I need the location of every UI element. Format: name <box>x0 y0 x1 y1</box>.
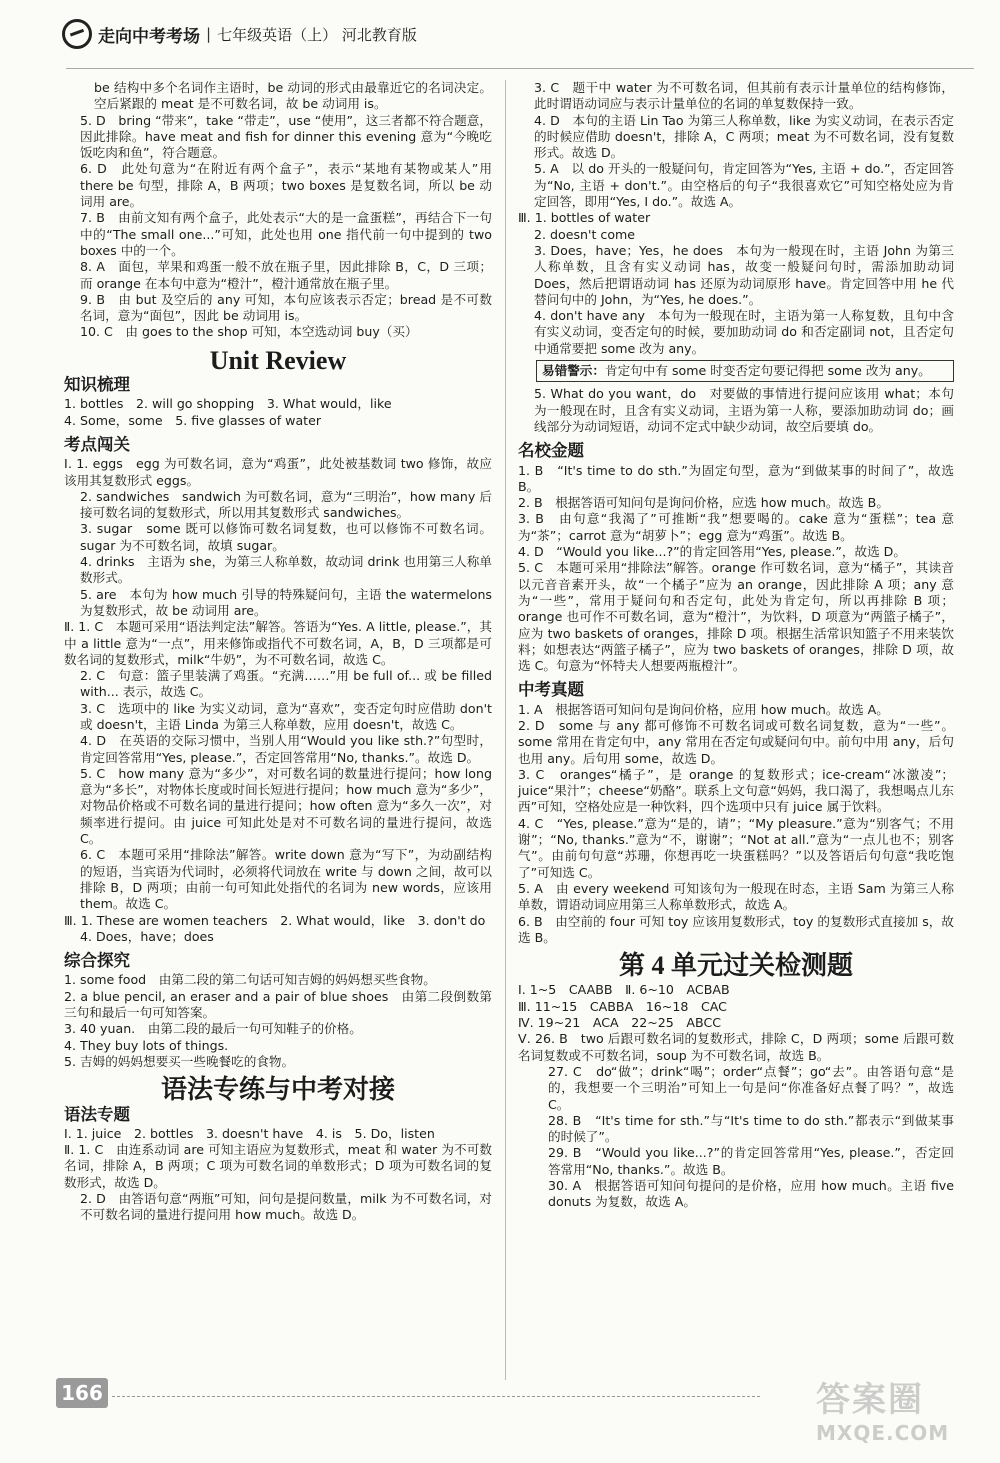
right-top-answers <box>518 80 954 357</box>
section-title-exam-questions: 中考真题 <box>518 680 584 700</box>
answer-line: 3. sugar some 既可以修饰可数名词复数，也可以修饰不可数名词。sugar 为不可数名词，故填 sugar。 <box>80 521 492 553</box>
answer-line: 2. D some 与 any 都可修饰不可数名词或可数名词复数，意为“一些”。some 常用在肯定句中，any 常用在否定句或疑问句中。前句中用 any，后句也用 any。后句用 some，故选 D。 <box>518 717 954 766</box>
right-column <box>518 80 954 1211</box>
answer-line: 4. D 本句的主语 Lin Tao 为第三人称单数，like 为实义动词，在表示否定的时候应借助 doesn't，排除 A，C 两项；meat 为不可数名词，没有复数形式。故选 D。 <box>534 112 954 161</box>
answer-line: 6. B 由空前的 four 可知 toy 应该用复数形式，toy 的复数形式直接加 s，故选 B。 <box>518 913 954 945</box>
answer-line: 5. A 以 do 开头的一般疑问句，肯定回答为“Yes, 主语 + do.”，否定回答为“No, 主语 + don't.”。由空格后的句子“我很喜欢它”可知空格处应为肯定回答，即用“Yes, I do.”。故选 A。 <box>534 161 954 210</box>
answer-line: 29. B “Would you like...?”的肯定回答常用“Yes, please.”，否定回答常用“No, thanks.”。故选 B。 <box>548 1145 954 1177</box>
exam-question-answers <box>518 702 954 946</box>
answer-line: Ⅲ. 1. bottles of water <box>518 210 651 226</box>
answer-line: 5. 吉姆的妈妈想要买一些晚餐吃的食物。 <box>64 1053 295 1069</box>
inquiry-answers <box>64 972 492 1070</box>
answer-line: 3. C 题干中 water 为不可数名词，但其前有表示计量单位的结构修饰，此时谓语动词应与表示计量单位的名词的单复数保持一致。 <box>534 80 954 112</box>
answer-line: 2. doesn't come <box>534 226 636 242</box>
error-warning-text: 肯定句中有 some 时变否定句要记得把 some 改为 any。 <box>604 363 931 379</box>
series-title: 走向中考考场 <box>98 26 200 47</box>
answer-line: Ⅰ. 1~5 CAABB Ⅱ. 6~10 ACBAB <box>518 982 730 998</box>
answer-line: 5. C 本题可采用“排除法”解答。orange 作可数名词，意为“橘子”，其读音以元音音素开头，故“一个橘子”应为 an orange，因此排除 A 项；any 意为“一些”，常用于疑问句和否定句，此处为肯定句，所以再排除 B 项；orange 也可作不可数名词，意为“橙汁”，为饮料，D 项意为“两篮子橘子”，应为 two baskets of oranges，排除 D 项。根据生活常识知篮子不用来装饮料；如想表达“两篮子橘子”，应为 two baskets of oranges，排除 D 项，故选 C。句意为“怀特夫人想要两瓶橙汁”。 <box>518 560 954 674</box>
section-title-school-questions: 名校金题 <box>518 441 584 461</box>
answer-line: 1. bottles 2. will go shopping 3. What would，like <box>64 396 392 412</box>
answer-line: 2. D 由答语句意“两瓶”可知，问句是提问数量，milk 为不可数名词，对不可数名词的量进行提问用 how much。故选 D。 <box>80 1191 492 1223</box>
watermark-url: MXQE.COM <box>816 1421 950 1445</box>
answer-line: Ⅲ. 11~15 CABBA 16~18 CAC <box>518 998 727 1014</box>
answer-line: 8. A 面包，苹果和鸡蛋一般不放在瓶子里，因此排除 B，C，D 三项；而 orange 在本句中意为“橙汁”，橙汁通常放在瓶子里。 <box>80 259 492 291</box>
answer-line: 1. B “It's time to do sth.”为固定句型，意为“到做某事的时间了”，故选 B。 <box>518 462 954 494</box>
answer-line: 3. B 由句意“我渴了”可推断“我”想要喝的。cake 意为“蛋糕”；tea 意为“茶”；carrot 意为“胡萝卜”；egg 意为“鸡蛋”。故选 B。 <box>518 511 954 543</box>
answer-line: 4. drinks 主语为 she，为第三人称单数，故动词 drink 也用第三人称单数形式。 <box>80 554 492 586</box>
answer-line: 4. Does，have；does <box>80 928 214 944</box>
answer-line: 2. a blue pencil, an eraser and a pair of blue shoes 由第二段倒数第三句和最后一句可知答案。 <box>64 988 492 1021</box>
left-top-answers <box>64 80 492 341</box>
column-divider <box>505 80 506 1380</box>
answer-line: 2. B 根据答语可知问句是询问价格，应选 how much。故选 B。 <box>518 495 889 511</box>
answer-line: 5. are 本句为 how much 引导的特殊疑问句，主语 the watermelons 为复数形式，故 be 动词用 are。 <box>80 586 492 618</box>
answer-line: Ⅱ. 1. C 由连系动词 are 可知主语应为复数形式，meat 和 water 为不可数名词，排除 A，B 两项；C 项为可数名词的单数形式；D 项为可数名词的复数形式，故选 D。 <box>64 1142 492 1190</box>
answer-line: 5. What do you want，do 对要做的事情进行提问应该用 what；本句为一般现在时，且含有实义动词，主语为第一人称，要添加助动词 do；画线部分为动词短语，动词不定式中缺少动词，故空后要填 do。 <box>534 386 954 434</box>
page-number: 166 <box>56 1378 108 1408</box>
error-warning-label: 易错警示： <box>542 363 605 379</box>
answer-line: 2. sandwiches sandwich 为可数名词，意为“三明治”，how many 后接可数名词的复数形式，所以用其复数形式 sandwiches。 <box>80 488 492 521</box>
answer-line: 4. D “Would you like...?”的肯定回答用“Yes, please.”，故选 D。 <box>518 544 906 560</box>
answer-line: 7. B 由前文知有两个盒子，此处表示“大的是一盒蛋糕”，再结合下一句中的“The small one...”可知，此处也用 one 指代前一句中提到的 two boxes 中的一个。 <box>80 210 492 258</box>
section-title-grammar-topic: 语法专题 <box>64 1104 130 1124</box>
unit-test-answers <box>518 982 954 1210</box>
grammar-topic-answers <box>64 1126 492 1224</box>
watermark-brand: 答案圈 <box>816 1380 924 1420</box>
answer-line: 5. A 由 every weekend 可知该句为一般现在时态，主语 Sam 为第三人称单数，谓语动词应用第三人称单数形式，故选 A。 <box>518 880 954 913</box>
answer-line: 5. D bring “带来”，take “带走”，use “使用”，这三者都不符合题意，因此排除。have meat and fish for dinner this evening 意为“今晚吃饭吃肉和鱼”，符合题意。 <box>80 112 492 161</box>
answer-line: Ⅴ. 26. B two 后跟可数名词的复数形式，排除 C，D 两项；some 后跟可数名词复数或不可数名词，soup 为不可数名词，故选 B。 <box>518 1031 954 1063</box>
book-logo-icon <box>62 19 92 49</box>
answer-line: Ⅰ. 1. eggs egg 为可数名词，意为“鸡蛋”，此处被基数词 two 修饰，故应该用其复数形式 eggs。 <box>64 456 492 488</box>
left-column <box>64 80 492 1224</box>
answer-line: 30. A 根据答语可知问句提问的是价格，应用 how much。主语 five donuts 为复数，故选 A。 <box>548 1178 954 1210</box>
answer-line: 10. C 由 goes to the shop 可知，本空选动词 buy（买） <box>80 324 418 340</box>
answer-line: 6. C 本题可采用“排除法”解答。write down 意为“写下”，为动副结构的短语，当宾语为代词时，必须将代词放在 write 与 down 之间，故可以排除 B，D 两项；由前一句可知此处指代的名词为 new words，应该用 them。故选 C。 <box>80 847 492 912</box>
answer-line: 2. C 句意：篮子里装满了鸡蛋。“充满……”用 be full of... 或 be filled with... 表示，故选 C。 <box>80 668 492 700</box>
section-title-inquiry: 综合探究 <box>64 951 130 971</box>
answer-line: 4. C “Yes, please.”意为“是的，请”；“My pleasure.”意为“别客气；不用谢”；“No, thanks.”意为“不，谢谢”；“Not at all.”意为“一点儿也不；别客气”。由前句句意“苏珊，你想再吃一块蛋糕吗？”以及答语后句句意“我吃饱了”可知选 C。 <box>518 815 954 880</box>
section-title-checkpoints: 考点闯关 <box>64 434 130 454</box>
grammar-practice-title: 语法专练与中考对接 <box>160 1075 395 1105</box>
answer-line: Ⅰ. 1. juice 2. bottles 3. doesn't have 4. is 5. Do，listen <box>64 1125 435 1141</box>
answer-line: 4. D 在英语的交际习惯中，当别人用“Would you like sth.?”句型时，肯定回答常用“Yes, please.”，否定回答常用“No, thanks.”。故选 D。 <box>80 733 492 765</box>
answer-line: 5. C how many 意为“多少”，对可数名词的数量进行提问；how long 意为“多长”，对物体长度或时间长短进行提问；how much 意为“多少”，对物品价格或不可数名词的量进行提问；how often 意为“多久一次”，对频率进行提问。由 juice 可知此处是对不可数名词的量进行提问，故选 C。 <box>80 765 492 847</box>
answer-line: 1. A 根据答语可知问句是询问价格，应用 how much。故选 A。 <box>518 701 889 717</box>
answer-line: Ⅳ. 19~21 ACA 22~25 ABCC <box>518 1015 722 1031</box>
watermark <box>816 1372 976 1445</box>
page-header <box>62 14 417 54</box>
unit-test-title: 第 4 单元过关检测题 <box>618 951 853 981</box>
answer-line: 4. don't have any 本句为一般现在时，主语为第一人称复数，且句中含有实义动词，变否定句的时候，要加助动词 do 和否定副词 not，且否定句中通常要把 some 改为 any。 <box>534 308 954 356</box>
footer-rule <box>112 1396 760 1397</box>
answer-line: 4. Some，some 5. five glasses of water <box>64 412 322 428</box>
answer-line: 27. C do“做”；drink“喝”；order“点餐”；go“去”。由答语句意“是的，我想要一个三明治”可知上一句是问“你准备好点餐了吗？”，故选 C。 <box>548 1063 954 1112</box>
school-question-answers <box>518 463 954 675</box>
answer-line: 28. B “It's time for sth.”与“It's time to do sth.”都表示“到做某事的时候了”。 <box>548 1112 954 1145</box>
answer-line: Ⅱ. 1. C 本题可采用“语法判定法”解答。答语为“Yes. A little, please.”，其中 a little 意为“一点”，用来修饰或指代不可数名词，A，B，D 三项都是可数名词的复数形式，milk“牛奶”，为不可数名词，故选 C。 <box>64 619 492 667</box>
answer-line: Ⅲ. 1. These are women teachers 2. What would，like 3. don't do <box>64 912 486 928</box>
answer-line: 3. C 选项中的 like 为实义动词，意为“喜欢”，变否定句时应借助 don't 或 doesn't，主语 Linda 为第三人称单数，应用 doesn't，故选 C。 <box>80 700 492 732</box>
answer-line: 1. some food 由第二段的第二句话可知吉姆的妈妈想买些食物。 <box>64 972 436 988</box>
answer-line: be 结构中多个名词作主语时，be 动词的形式由最靠近它的名词决定。空后紧跟的 meat 是不可数名词，故 be 动词用 is。 <box>94 80 492 112</box>
book-subtitle: 七年级英语（上） 河北教育版 <box>217 25 417 44</box>
checkpoint-answers <box>64 456 492 945</box>
answer-line: 4. They buy lots of things. <box>64 1037 229 1053</box>
knowledge-answers <box>64 396 492 429</box>
answer-line: 9. B 由 but 及空后的 any 可知，本句应该表示否定；bread 是不可数名词，意为“面包”，因此 be 动词用 is。 <box>80 291 492 324</box>
right-after-tip-answers <box>518 386 954 435</box>
header-separator: | <box>206 25 212 43</box>
section-title-knowledge: 知识梳理 <box>64 375 130 395</box>
answer-line: 3. Does，have；Yes，he does 本句为一般现在时，主语 John 为第三人称单数，且含有实义动词 has，故变一般疑问句时，需添加助动词 Does，然后把谓语动词 has 还原为动词原形 have。肯定回答中用 he 代替问句中的 John，为“Yes, he does.”。 <box>534 242 954 307</box>
header-rule <box>66 68 974 69</box>
answer-line: 3. 40 yuan. 由第二段的最后一句可知鞋子的价格。 <box>64 1021 362 1037</box>
answer-line: 3. C oranges“橘子”，是 orange 的复数形式；ice-cream“冰激凌”；juice“果汁”；cheese“奶酪”。联系上文句意“妈妈，我口渴了，我想喝点儿东西”可知，空格处应是一种饮料，四个选项中只有 juice 属于饮料。 <box>518 766 954 815</box>
unit-review-title: Unit Review <box>209 345 347 375</box>
answer-line: 6. D 此处句意为“在附近有两个盒子”，表示“某地有某物或某人”用 there be 句型，排除 A，B 两项；two boxes 是复数名词，所以 be 动词用 are。 <box>80 161 492 210</box>
error-warning-box <box>536 360 954 382</box>
